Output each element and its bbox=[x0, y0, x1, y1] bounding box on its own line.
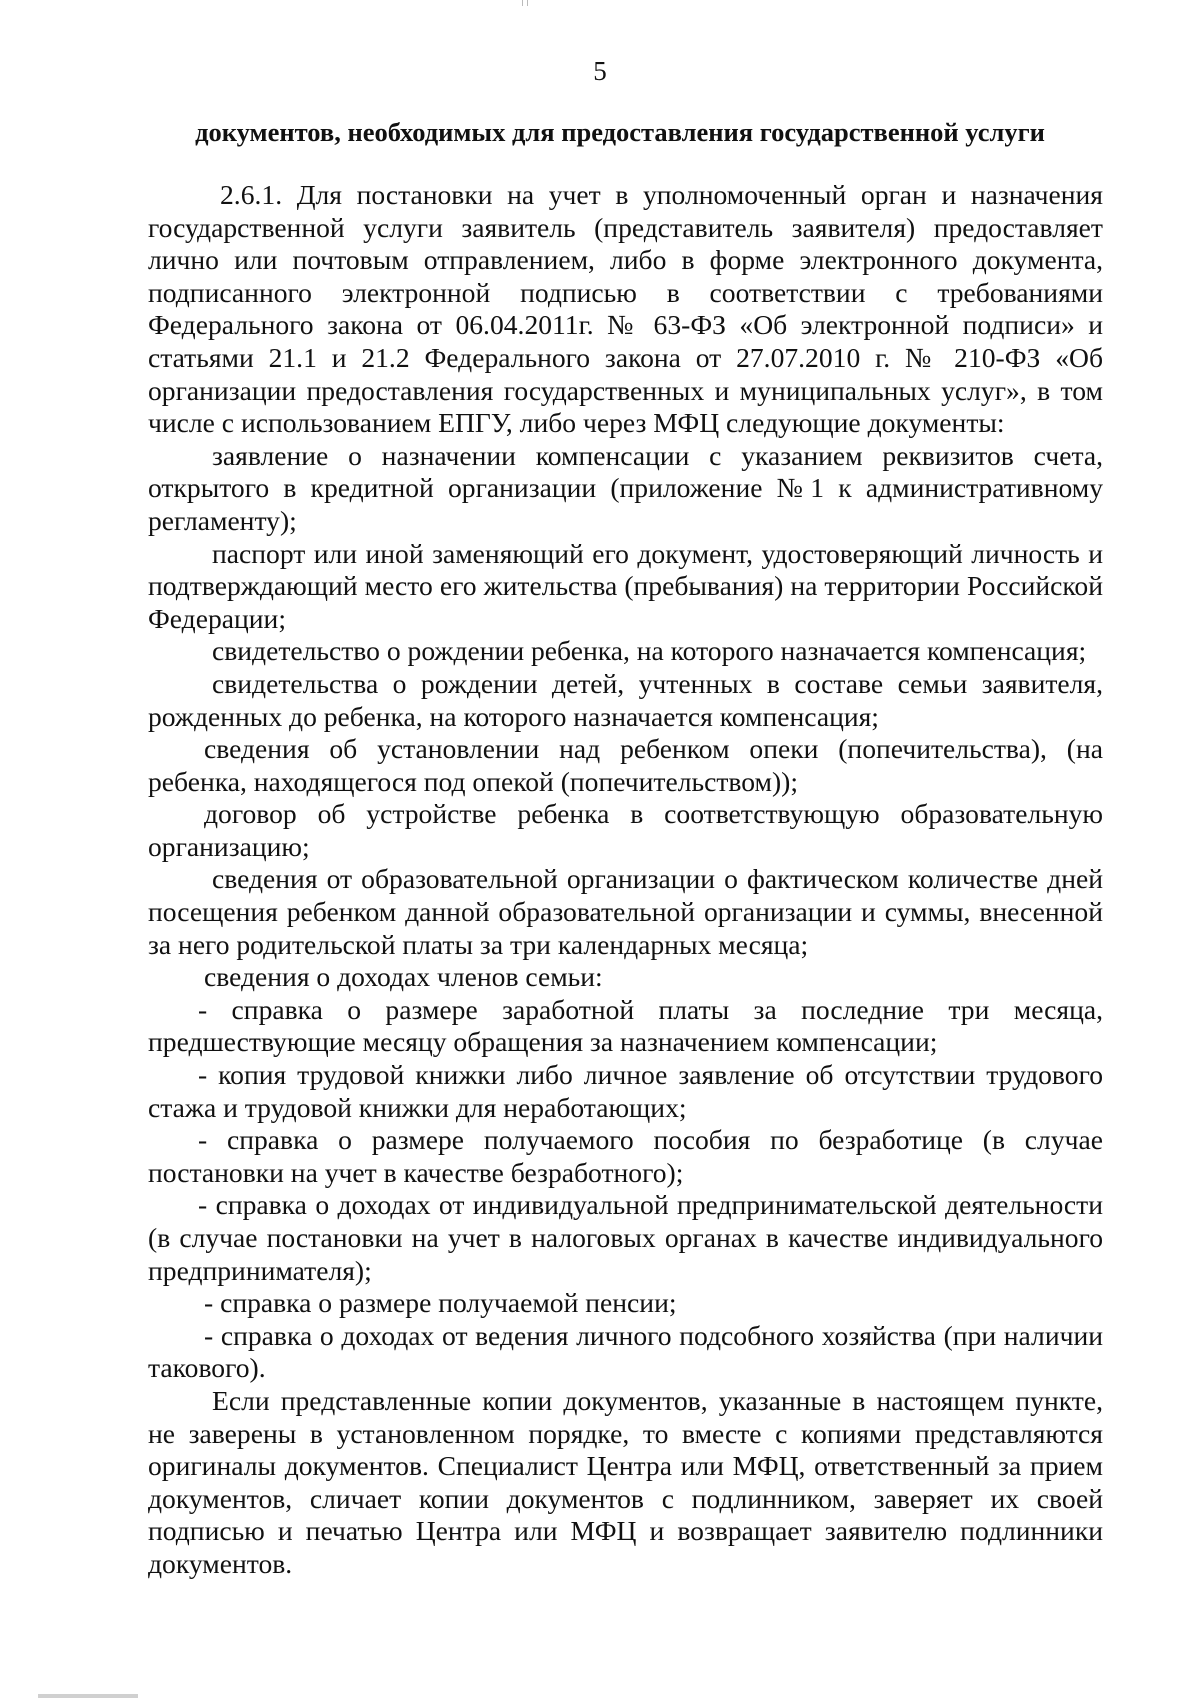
sublist-item-pension: - справка о размере получаемой пенсии; bbox=[204, 1287, 677, 1319]
list-item-contract: договор об устройстве ребенка в соответствующую образовательную организацию; bbox=[148, 798, 1103, 862]
list-item-guardianship: сведения об установлении над ребенком опеки (попечительства), (на ребенка, находящегося под опекой (попечительством)); bbox=[148, 733, 1103, 797]
scan-artifact-top bbox=[522, 0, 528, 6]
list-item-siblings-certificates: свидетельства о рождении детей, учтенных в составе семьи заявителя, рожденных до ребенка, на которого назначается компенсация; bbox=[148, 667, 1103, 732]
sublist-item-entrepreneur: - справка о доходах от индивидуальной предпринимательской деятельности (в случае постановки на учет в налоговых органах в качестве индивидуального предпринимателя); bbox=[148, 1189, 1103, 1286]
section-heading: документов, необходимых для предоставления государственной услуги bbox=[195, 117, 1045, 147]
sublist-item-unemployment: - справка о размере получаемого пособия по безработице (в случае постановки на учет в качестве безработного); bbox=[148, 1124, 1103, 1188]
sublist-item-household: - справка о доходах от ведения личного подсобного хозяйства (при наличии такового). bbox=[148, 1319, 1103, 1384]
list-item-passport: паспорт или иной заменяющий его документ, удостоверяющий личность и подтверждающий место его жительства (пребывания) на территории Российской Федерации; bbox=[148, 537, 1103, 634]
paragraph-copies: Если представленные копии документов, указанные в настоящем пункте, не заверены в установленном порядке, то вместе с копиями представляются оригиналы документов. Специалист Центра или МФЦ, ответственный за прием документов, сличает копии документов с подлинником, заверяет их своей подписью и печатью Центра или МФЦ и возвращает заявителю подлинники документов. bbox=[148, 1384, 1103, 1579]
list-item-application: заявление о назначении компенсации с указанием реквизитов счета, открытого в кредитной организации (приложение №1 к административному регламенту); bbox=[148, 439, 1103, 536]
scan-artifact-bottom bbox=[38, 1694, 138, 1698]
list-item-birth-certificate: свидетельство о рождении ребенка, на которого назначается компенсация; bbox=[212, 635, 1087, 667]
document-body bbox=[148, 179, 1103, 1581]
list-item-attendance: сведения от образовательной организации о фактическом количестве дней посещения ребенком данной образовательной организации и суммы, внесенной за него родительской платы за три календарных месяца; bbox=[148, 863, 1103, 960]
list-item-income-info: сведения о доходах членов семьи: bbox=[204, 961, 603, 993]
sublist-item-workbook: - копия трудовой книжки либо личное заявление об отсутствии трудового стажа и трудовой книжки для неработающих; bbox=[148, 1059, 1103, 1123]
page-number: 5 bbox=[593, 56, 607, 86]
paragraph-intro: 2.6.1. Для постановки на учет в уполномоченный орган и назначения государственной услуги заявитель (представитель заявителя) предоставляет лично или почтовым отправлением, либо в форме электронного документа, подписанного электронной подписью в соответствии с требованиями Федерального закона от 06.04.2011г. № 63-ФЗ «Об электронной подписи» и статьями 21.1 и 21.2 Федерального закона от 27.07.2010 г. № 210-ФЗ «Об организации предоставления государственных и муниципальных услуг», в том числе с использованием ЕПГУ, либо через МФЦ следующие документы: bbox=[148, 179, 1103, 439]
sublist-item-salary: - справка о размере заработной платы за последние три месяца, предшествующие месяцу обращения за назначением компенсации; bbox=[148, 993, 1103, 1058]
